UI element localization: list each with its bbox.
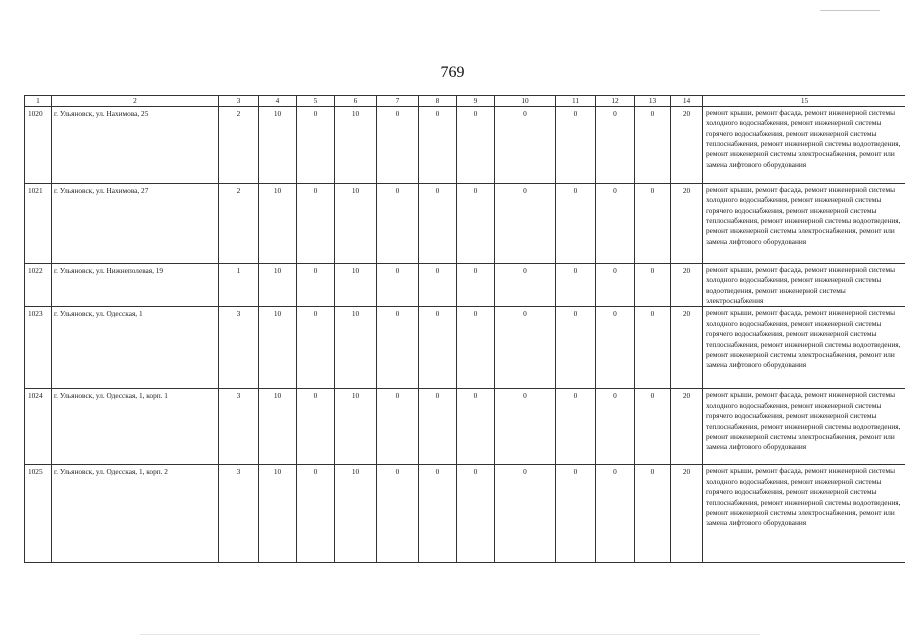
value-cell: 0 bbox=[297, 307, 335, 389]
value-cell: 0 bbox=[457, 184, 495, 264]
column-header: 4 bbox=[259, 96, 297, 107]
column-header: 3 bbox=[219, 96, 259, 107]
value-cell: 0 bbox=[297, 184, 335, 264]
column-header: 9 bbox=[457, 96, 495, 107]
value-cell: 0 bbox=[495, 184, 556, 264]
value-cell: 3 bbox=[219, 465, 259, 563]
table-row bbox=[25, 107, 905, 184]
value-cell: 0 bbox=[297, 389, 335, 465]
value-cell: 0 bbox=[596, 264, 635, 307]
column-header: 14 bbox=[671, 96, 703, 107]
value-cell: 3 bbox=[219, 389, 259, 465]
value-cell: 2 bbox=[219, 184, 259, 264]
works-list-cell: ремонт крыши, ремонт фасада, ремонт инженерной системы холодного водоснабжения, ремонт инженерной системы горячего водоснабжения, ремонт инженерной системы теплоснабжения, ремонт инженерной системы водоотведения, ремонт инженерной системы электроснабжения, ремонт или замена лифтового оборудования bbox=[703, 389, 905, 465]
column-header: 13 bbox=[635, 96, 671, 107]
value-cell: 2 bbox=[219, 107, 259, 184]
column-header: 11 bbox=[556, 96, 596, 107]
value-cell: 0 bbox=[556, 465, 596, 563]
value-cell: 0 bbox=[419, 264, 457, 307]
column-header: 8 bbox=[419, 96, 457, 107]
table-row bbox=[25, 465, 905, 563]
value-cell: 0 bbox=[457, 264, 495, 307]
value-cell: 0 bbox=[495, 389, 556, 465]
address-cell: г. Ульяновск, ул. Нахимова, 27 bbox=[52, 184, 219, 264]
scan-artifact-bottom bbox=[140, 634, 760, 635]
value-cell: 0 bbox=[419, 465, 457, 563]
address-cell: г. Ульяновск, ул. Одесская, 1, корп. 1 bbox=[52, 389, 219, 465]
value-cell: 0 bbox=[635, 465, 671, 563]
value-cell: 10 bbox=[335, 264, 377, 307]
table-row bbox=[25, 307, 905, 389]
value-cell: 0 bbox=[419, 307, 457, 389]
value-cell: 10 bbox=[259, 465, 297, 563]
value-cell: 0 bbox=[297, 465, 335, 563]
value-cell: 10 bbox=[335, 184, 377, 264]
value-cell: 0 bbox=[635, 107, 671, 184]
value-cell: 0 bbox=[377, 107, 419, 184]
value-cell: 10 bbox=[259, 307, 297, 389]
value-cell: 0 bbox=[596, 184, 635, 264]
value-cell: 10 bbox=[335, 389, 377, 465]
works-list-cell: ремонт крыши, ремонт фасада, ремонт инженерной системы холодного водоснабжения, ремонт инженерной системы горячего водоснабжения, ремонт инженерной системы теплоснабжения, ремонт инженерной системы водоотведения, ремонт инженерной системы электроснабжения, ремонт или замена лифтового оборудования bbox=[703, 184, 905, 264]
works-list-cell: ремонт крыши, ремонт фасада, ремонт инженерной системы холодного водоснабжения, ремонт инженерной системы водоотведения, ремонт инженерной системы электроснабжения bbox=[703, 264, 905, 307]
value-cell: 0 bbox=[556, 184, 596, 264]
table-row bbox=[25, 389, 905, 465]
value-cell: 0 bbox=[419, 184, 457, 264]
works-list-cell: ремонт крыши, ремонт фасада, ремонт инженерной системы холодного водоснабжения, ремонт инженерной системы горячего водоснабжения, ремонт инженерной системы теплоснабжения, ремонт инженерной системы водоотведения, ремонт инженерной системы электроснабжения, ремонт или замена лифтового оборудования bbox=[703, 307, 905, 389]
value-cell: 0 bbox=[495, 264, 556, 307]
value-cell: 20 bbox=[671, 107, 703, 184]
value-cell: 0 bbox=[556, 307, 596, 389]
register-table bbox=[24, 95, 905, 563]
value-cell: 0 bbox=[457, 107, 495, 184]
value-cell: 0 bbox=[596, 465, 635, 563]
table-row bbox=[25, 264, 905, 307]
value-cell: 0 bbox=[457, 389, 495, 465]
row-number: 1021 bbox=[25, 184, 52, 264]
value-cell: 0 bbox=[556, 389, 596, 465]
address-cell: г. Ульяновск, ул. Одесская, 1, корп. 2 bbox=[52, 465, 219, 563]
value-cell: 0 bbox=[457, 465, 495, 563]
row-number: 1025 bbox=[25, 465, 52, 563]
value-cell: 10 bbox=[259, 184, 297, 264]
value-cell: 0 bbox=[457, 307, 495, 389]
row-number: 1020 bbox=[25, 107, 52, 184]
works-list-cell: ремонт крыши, ремонт фасада, ремонт инженерной системы холодного водоснабжения, ремонт инженерной системы горячего водоснабжения, ремонт инженерной системы теплоснабжения, ремонт инженерной системы водоотведения, ремонт инженерной системы электроснабжения, ремонт или замена лифтового оборудования bbox=[703, 465, 905, 563]
value-cell: 20 bbox=[671, 465, 703, 563]
value-cell: 20 bbox=[671, 184, 703, 264]
value-cell: 10 bbox=[335, 307, 377, 389]
value-cell: 20 bbox=[671, 264, 703, 307]
works-list-cell: ремонт крыши, ремонт фасада, ремонт инженерной системы холодного водоснабжения, ремонт инженерной системы горячего водоснабжения, ремонт инженерной системы теплоснабжения, ремонт инженерной системы водоотведения, ремонт инженерной системы электроснабжения, ремонт или замена лифтового оборудования bbox=[703, 107, 905, 184]
header-row bbox=[25, 96, 905, 107]
value-cell: 1 bbox=[219, 264, 259, 307]
scan-artifact-top bbox=[820, 10, 880, 11]
value-cell: 0 bbox=[377, 264, 419, 307]
value-cell: 0 bbox=[596, 389, 635, 465]
value-cell: 0 bbox=[419, 389, 457, 465]
value-cell: 10 bbox=[259, 389, 297, 465]
value-cell: 0 bbox=[377, 389, 419, 465]
column-header: 2 bbox=[52, 96, 219, 107]
value-cell: 3 bbox=[219, 307, 259, 389]
column-header: 12 bbox=[596, 96, 635, 107]
value-cell: 0 bbox=[495, 465, 556, 563]
address-cell: г. Ульяновск, ул. Одесская, 1 bbox=[52, 307, 219, 389]
value-cell: 0 bbox=[556, 107, 596, 184]
table-row bbox=[25, 184, 905, 264]
value-cell: 0 bbox=[596, 107, 635, 184]
value-cell: 10 bbox=[259, 264, 297, 307]
value-cell: 0 bbox=[635, 264, 671, 307]
row-number: 1024 bbox=[25, 389, 52, 465]
value-cell: 0 bbox=[297, 107, 335, 184]
column-header: 1 bbox=[25, 96, 52, 107]
address-cell: г. Ульяновск, ул. Нахимова, 25 bbox=[52, 107, 219, 184]
value-cell: 0 bbox=[419, 107, 457, 184]
page-number: 769 bbox=[440, 64, 465, 81]
column-header: 15 bbox=[703, 96, 905, 107]
column-header: 5 bbox=[297, 96, 335, 107]
value-cell: 0 bbox=[635, 389, 671, 465]
table-body bbox=[25, 107, 905, 563]
value-cell: 0 bbox=[495, 307, 556, 389]
value-cell: 0 bbox=[377, 184, 419, 264]
address-cell: г. Ульяновск, ул. Нижнеполевая, 19 bbox=[52, 264, 219, 307]
column-header: 7 bbox=[377, 96, 419, 107]
value-cell: 0 bbox=[635, 184, 671, 264]
value-cell: 10 bbox=[335, 465, 377, 563]
row-number: 1022 bbox=[25, 264, 52, 307]
row-number: 1023 bbox=[25, 307, 52, 389]
value-cell: 0 bbox=[377, 465, 419, 563]
value-cell: 0 bbox=[635, 307, 671, 389]
column-header: 10 bbox=[495, 96, 556, 107]
value-cell: 0 bbox=[377, 307, 419, 389]
value-cell: 20 bbox=[671, 389, 703, 465]
value-cell: 0 bbox=[556, 264, 596, 307]
value-cell: 0 bbox=[495, 107, 556, 184]
value-cell: 20 bbox=[671, 307, 703, 389]
column-header: 6 bbox=[335, 96, 377, 107]
value-cell: 0 bbox=[297, 264, 335, 307]
value-cell: 10 bbox=[259, 107, 297, 184]
value-cell: 10 bbox=[335, 107, 377, 184]
value-cell: 0 bbox=[596, 307, 635, 389]
